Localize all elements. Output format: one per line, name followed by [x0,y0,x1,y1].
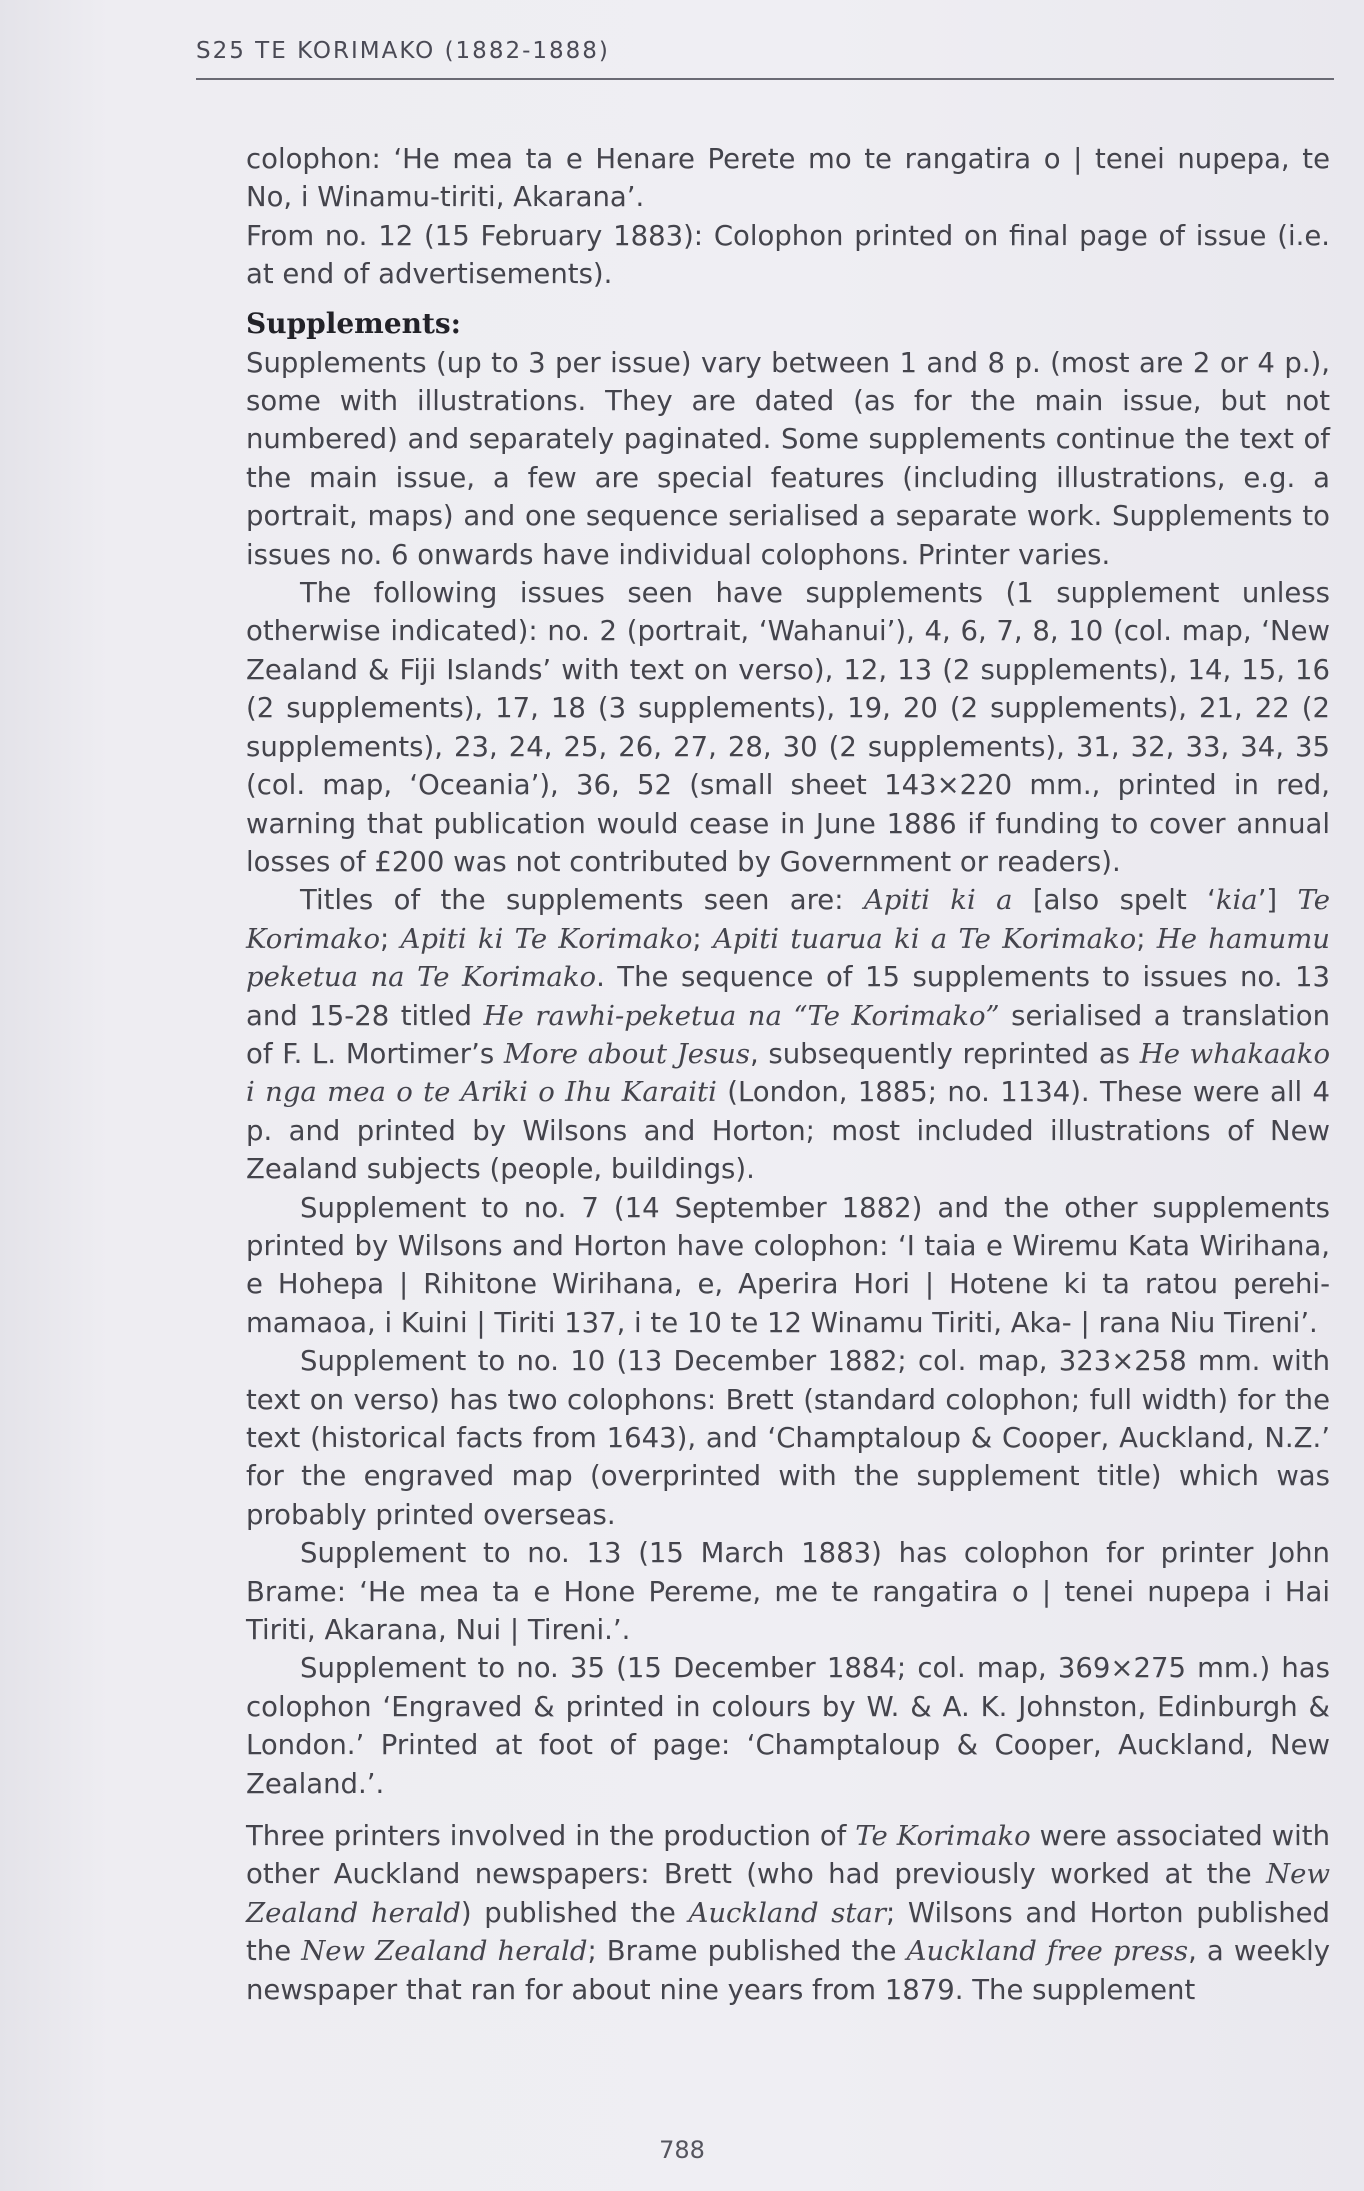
printers-paragraph: Three printers involved in the production of Te Korimako were associated with other Auckland newspapers: Brett (who had previously worked at the New Zealand herald) published the Auckland star; Wilsons and Horton published the New Zealand herald; Brame published the Auckland free press, a weekly newspaper that ran for about nine years from 1879. The supplement [246,1820,1330,2006]
issues-with-supplements-paragraph: The following issues seen have supplements (1 supplement unless otherwise indicated): no. 2 (portrait, ‘Wahanui’), 4, 6, 7, 8, 10 (col. map, ‘New Zealand & Fiji Islands’ with text on verso), 12, 13 (2 supplements), 14, 15, 16 (2 supplements), 17, 18 (3 supplements), 19, 20 (2 supplements), 21, 22 (2 supplements), 23, 24, 25, 26, 27, 28, 30 (2 supplements), 31, 32, 33, 34, 35 (col. map, ‘Oceania’), 36, 52 (small sheet 143×220 mm., printed in red, warning that publication would cease in June 1886 if funding to cover annual losses of £200 was not contributed by Government or readers). [246,577,1330,878]
header-rule [196,78,1334,80]
colophon-change-paragraph: From no. 12 (15 February 1883): Colophon printed on final page of issue (i.e. at end of advertisements). [246,219,1330,291]
supplement-no7-paragraph: Supplement to no. 7 (14 September 1882) and the other supplements printed by Wilsons and Horton have colophon: ‘I taia e Wiremu Kata Wirihana, e Hohepa | Rihitone Wirihana, e, Aperira Hori | Hotene ki ta ratou perehi-mamaoa, i Kuini | Tiriti 137, i te 10 te 12 Winamu Tiriti, Aka- | rana Niu Tireni’. [246,1191,1330,1339]
supplement-no35-paragraph: Supplement to no. 35 (15 December 1884; col. map, 369×275 mm.) has colophon ‘Engraved & printed in colours by W. & A. K. Johnston, Edinburgh & London.’ Printed at foot of page: ‘Champtaloup & Cooper, Auckland, New Zealand.’. [246,1652,1330,1800]
running-head: S25 TE KORIMAKO (1882-1888) [196,38,610,64]
body-text [246,140,1330,2009]
page-number: 788 [659,2136,705,2164]
colophon-paragraph: colophon: ‘He mea ta e Henare Perete mo te rangatira o | tenei nupepa, te No, i Winamu-tiriti, Akarana’. [246,143,1330,214]
supplement-no10-paragraph: Supplement to no. 10 (13 December 1882; col. map, 323×258 mm. with text on verso) has two colophons: Brett (standard colophon; full width) for the text (historical facts from 1643), and ‘Champtaloup & Cooper, Auckland, N.Z.’ for the engraved map (overprinted with the supplement title) which was probably printed overseas. [246,1345,1330,1531]
supplement-no13-paragraph: Supplement to no. 13 (15 March 1883) has colophon for printer John Brame: ‘He mea ta e Hone Pereme, me te rangatira o | tenei nupepa i Hai Tiriti, Akarana, Nui | Tireni.’. [246,1537,1330,1647]
supplements-paragraph: Supplements (up to 3 per issue) vary between 1 and 8 p. (most are 2 or 4 p.), some with illustrations. They are dated (as for the main issue, but not numbered) and separately paginated. Some supplements continue the text of the main issue, a few are special features (including illustrations, e.g. a portrait, maps) and one sequence serialised a separate work. Supplements to issues no. 6 onwards have individual colophons. Printer varies. [246,346,1330,571]
supplements-heading: Supplements: [246,306,462,340]
supplement-titles-paragraph: Titles of the supplements seen are: Apiti ki a [also spelt ‘kia’] Te Korimako; Apiti ki Te Korimako; Apiti tuarua ki a Te Korimako; He hamumu peketua na Te Korimako. The sequence of 15 supplements to issues no. 13 and 15-28 titled He rawhi-peketua na “Te Korimako” serialised a translation of F. L. Mortimer’s More about Jesus, subsequently reprinted as He whakaako i nga mea o te Ariki o Ihu Karaiti (London, 1885; no. 1134). These were all 4 p. and printed by Wilsons and Horton; most included illustrations of New Zealand subjects (people, buildings). [246,884,1331,1186]
